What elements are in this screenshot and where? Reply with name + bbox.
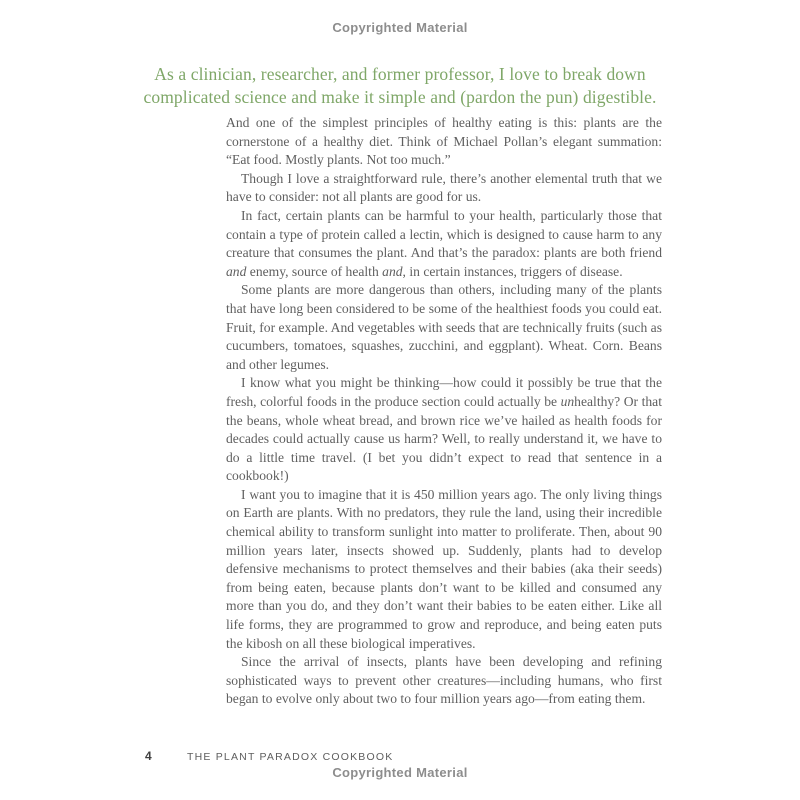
chapter-intro-heading-line2: complicated science and make it simple and (pardon the pun) digestible. bbox=[143, 87, 657, 107]
chapter-intro-heading bbox=[100, 63, 700, 109]
copyright-notice-top: Copyrighted Material bbox=[332, 20, 468, 35]
body-paragraph: And one of the simplest principles of healthy eating is this: plants are the cornerstone of a healthy diet. Think of Michael Pollan’s elegant summation: “Eat food. Mostly plants. Not too much.” bbox=[226, 115, 662, 168]
chapter-intro-heading-line1: As a clinician, researcher, and former professor, I love to break down bbox=[154, 64, 646, 84]
body-paragraph: In fact, certain plants can be harmful to your health, particularly those that contain a type of protein called a lectin, which is designed to cause harm to any creature that consumes the plant. And that’s the paradox: plants are both friend and enemy, source of health and, in certain instances, triggers of disease. bbox=[226, 207, 662, 279]
running-footer-book-title: THE PLANT PARADOX COOKBOOK bbox=[187, 751, 394, 763]
body-paragraph: I know what you might be thinking—how could it possibly be true that the fresh, colorful foods in the produce section could actually be unhealthy? Or that the beans, whole wheat bread, and brown rice we’ve hailed as health foods for decades could actually cause us harm? Well, to really understand it, we have to do a little time travel. (I bet you didn’t expect to read that sentence in a cookbook!) bbox=[226, 375, 662, 484]
page-number: 4 bbox=[145, 749, 152, 763]
body-paragraph: I want you to imagine that it is 450 million years ago. The only living things on Earth are plants. With no predators, they rule the land, using their incredible chemical ability to transform sunlight into matter to proliferate. Then, about 90 million years later, insects showed up. Suddenly, plants had to develop defensive mechanisms to protect themselves and their babies (aka their seeds) from being eaten, because plants don’t want to be killed and consumed any more than you do, and they don’t want their babies to be eaten either. Like all life forms, they are programmed to grow and reproduce, and being eaten puts the kibosh on all these biological imperatives. bbox=[226, 486, 662, 651]
copyright-notice-bottom: Copyrighted Material bbox=[332, 765, 468, 780]
body-paragraph: Some plants are more dangerous than others, including many of the plants that have long been considered to be some of the healthiest foods you could eat. Fruit, for example. And vegetables with seeds that are technically fruits (such as cucumbers, tomatoes, squashes, zucchini, and eggplant). Wheat. Corn. Beans and other legumes. bbox=[226, 282, 662, 372]
body-text-column bbox=[226, 114, 662, 709]
body-paragraph: Though I love a straightforward rule, there’s another elemental truth that we have to consider: not all plants are good for us. bbox=[226, 170, 662, 205]
body-paragraph: Since the arrival of insects, plants have been developing and refining sophisticated ways to prevent other creatures—including humans, who first began to evolve only about two to four million years ago—from eating them. bbox=[226, 654, 662, 707]
